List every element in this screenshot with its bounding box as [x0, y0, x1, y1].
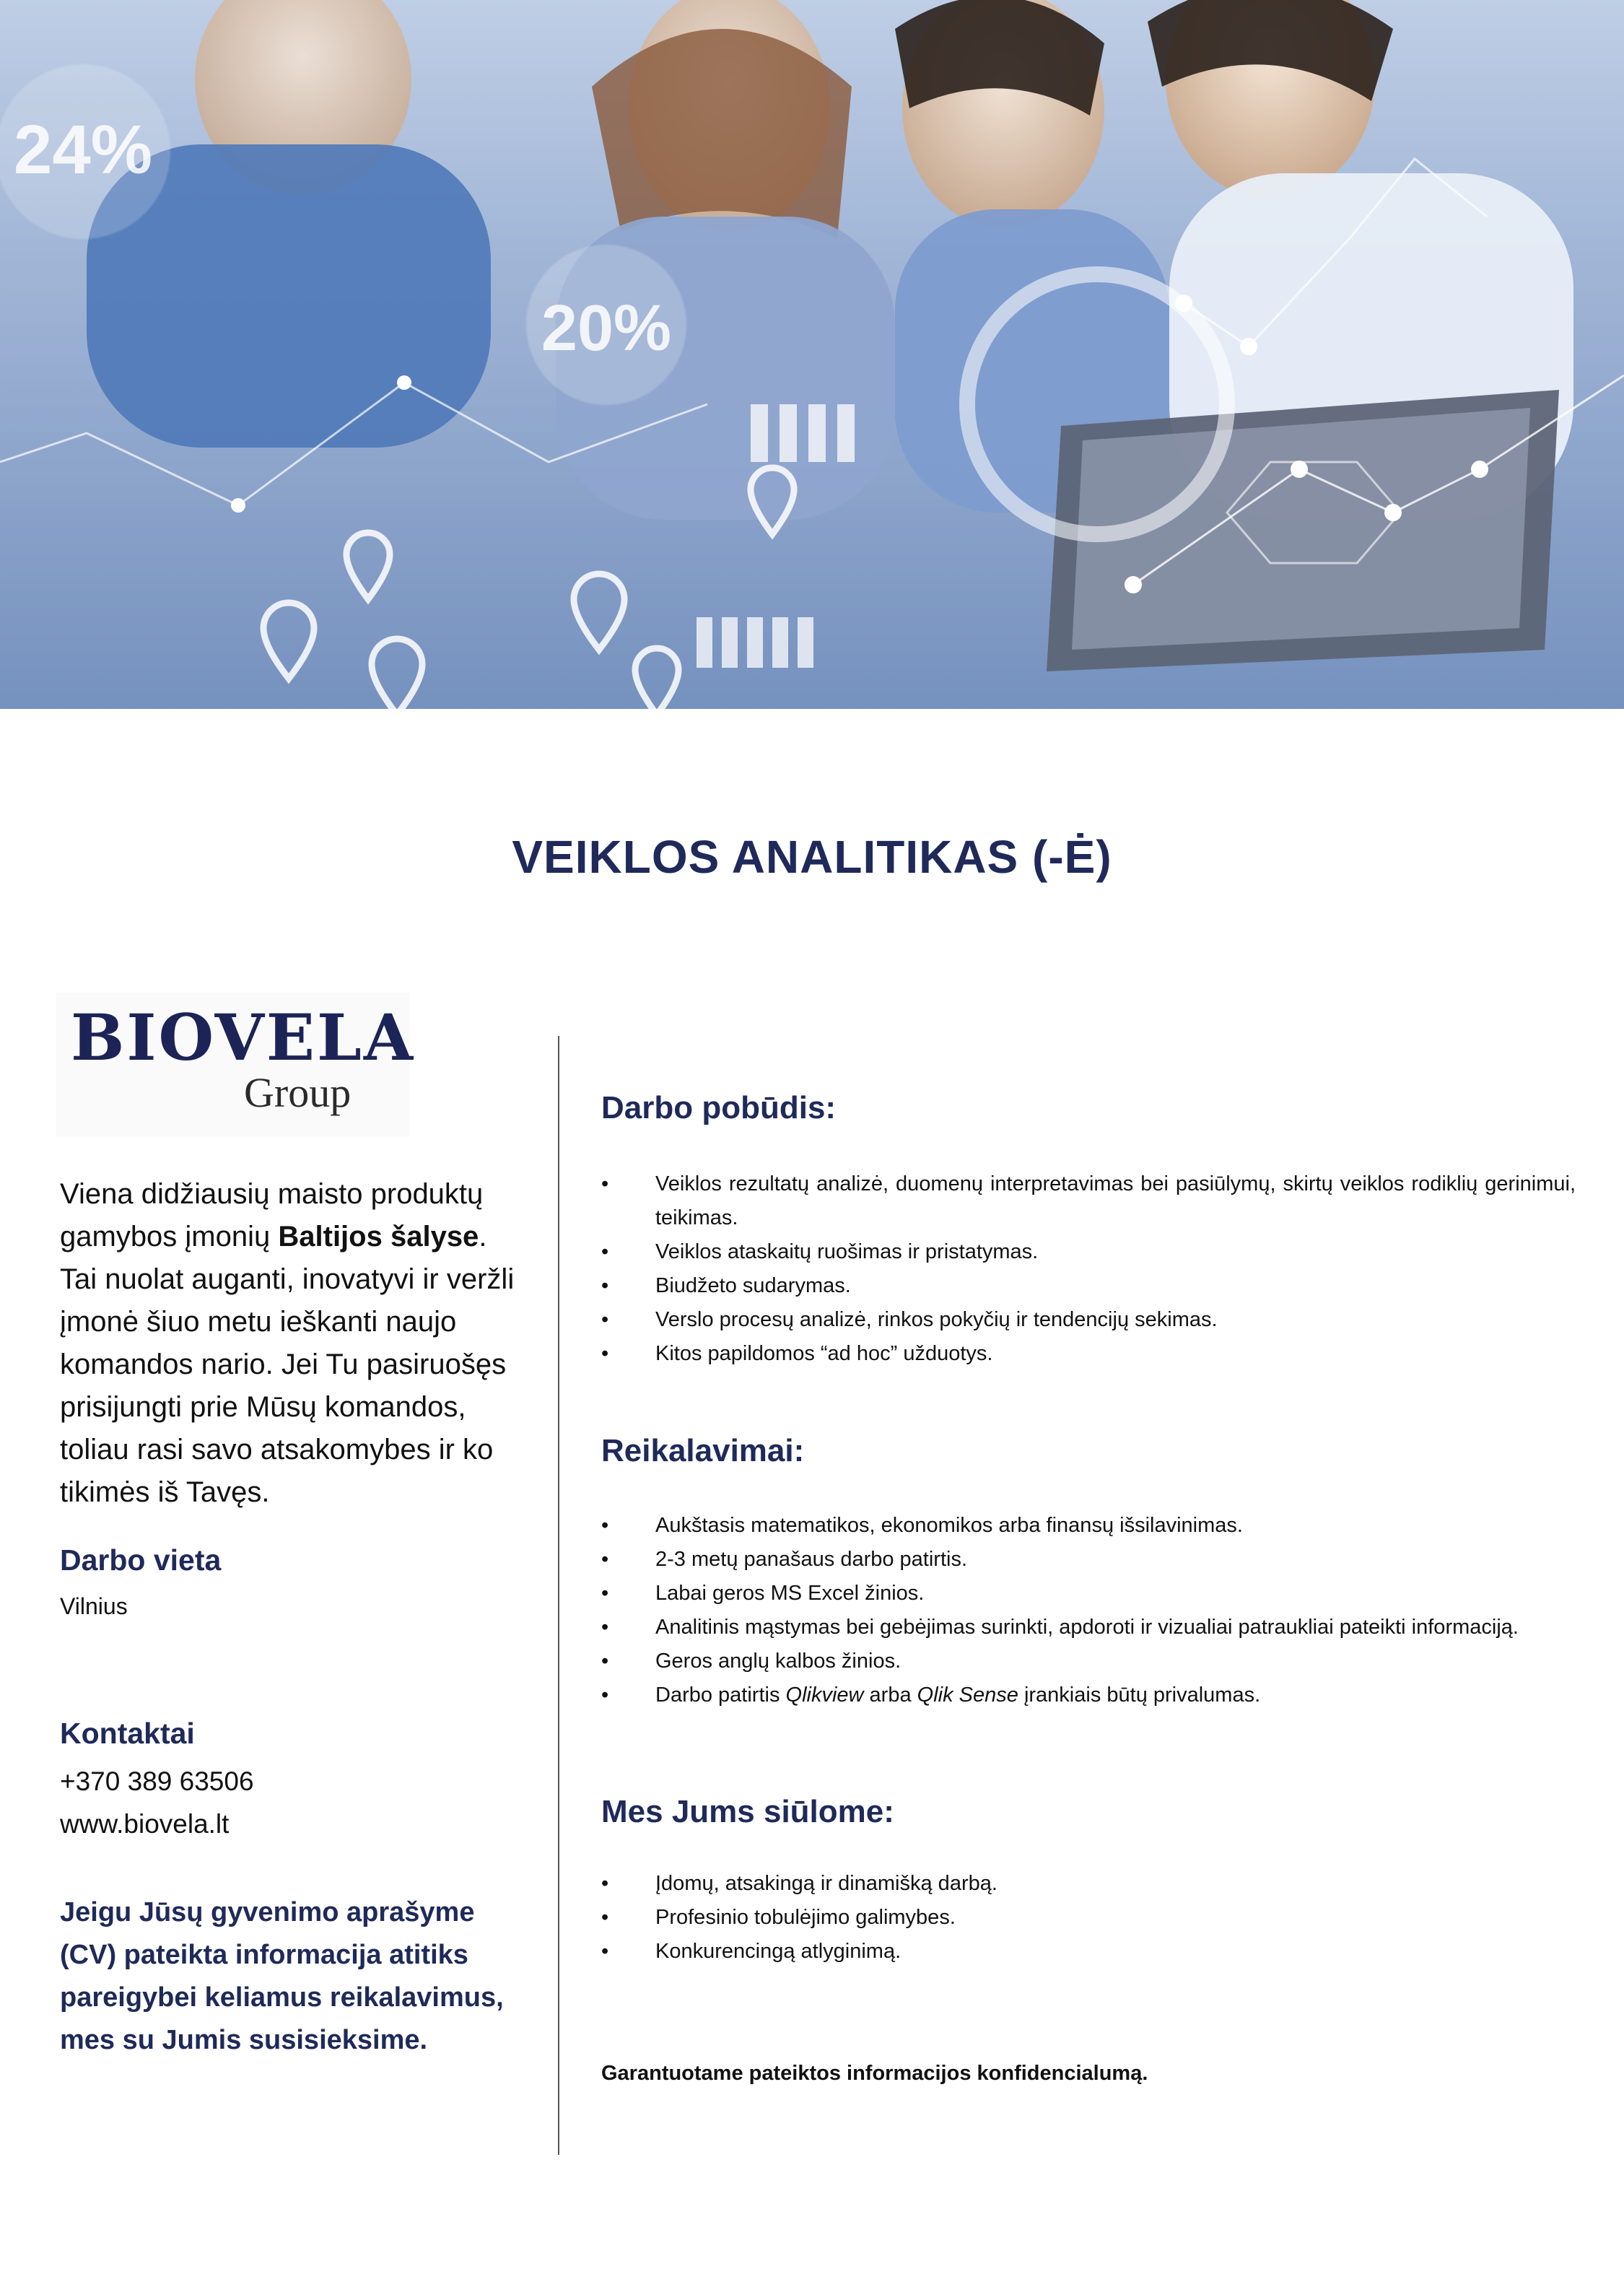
location-value: Vilnius	[60, 1593, 128, 1619]
list-item	[601, 1167, 1576, 1235]
list-item-text: arba	[863, 1683, 917, 1707]
bullet-icon: •	[601, 1548, 609, 1571]
bullet-icon: •	[601, 1582, 609, 1605]
list-item	[601, 1303, 1576, 1337]
list-item-text: Konkurencingą atlyginimą.	[655, 1940, 902, 1963]
bullet-icon: •	[601, 1872, 609, 1895]
bullet-icon: •	[601, 1940, 609, 1963]
bullet-icon: •	[601, 1650, 609, 1673]
list-item	[601, 1678, 1576, 1712]
list-item	[601, 1644, 1576, 1678]
list-item-text: Įdomų, atsakingą ir dinamišką darbą.	[655, 1872, 997, 1895]
list-item-text: Veiklos rezultatų analizė, duomenų interpretavimas bei pasiūlymų, skirtų veiklos rodiklių gerinimui, teikimas.	[655, 1172, 1576, 1229]
bullet-icon: •	[601, 1308, 609, 1331]
closing-note: Jeigu Jūsų gyvenimo aprašyme (CV) pateikta informacija atitiks pareigybei keliamus reikalavimus, mes su Jumis susisieksime.	[60, 1897, 504, 2055]
list-item-text: Darbo patirtis	[655, 1683, 786, 1707]
offer-heading: Mes Jums siūlome:	[601, 1794, 894, 1829]
list-item-text: Labai geros MS Excel žinios.	[655, 1582, 925, 1605]
list-item-text: Veiklos ataskaitų ruošimas ir pristatymas.	[655, 1240, 1039, 1263]
requirements-list	[601, 1509, 1576, 1712]
list-item-text: Analitinis mąstymas bei gebėjimas surinkti, apdoroti ir vizualiai patraukliai pateikti informaciją.	[655, 1616, 1519, 1639]
page-title: VEIKLOS ANALITIKAS (-Ė)	[512, 831, 1112, 883]
overlay-label: 24%	[13, 111, 153, 188]
bullet-icon: •	[601, 1683, 609, 1707]
intro-text: . Tai nuolat auganti, inovatyvi ir veržli įmonė šiuo metu ieškanti naujo komandos nario. Jei Tu pasiruošęs prisijungti prie Mūsų komandos, toliau rasi savo atsakomybes ir ko tikimės iš Tavęs.	[60, 1221, 515, 1508]
list-item-text: 2-3 metų panašaus darbo patirtis.	[655, 1548, 968, 1571]
list-item	[601, 1935, 1576, 1969]
list-item-text: Kitos papildomos “ad hoc” užduotys.	[655, 1342, 993, 1365]
offer-list	[601, 1867, 1576, 1969]
contact-phone: +370 389 63506	[60, 1767, 254, 1796]
bullet-icon: •	[601, 1172, 609, 1195]
intro-text: Viena didžiausių maisto produktų gamybos įmonių	[60, 1178, 484, 1253]
list-item-text: Geros anglų kalbos žinios.	[655, 1650, 902, 1673]
list-item-text: Biudžeto sudarymas.	[655, 1274, 851, 1297]
list-item	[601, 1543, 1576, 1577]
company-logo	[56, 993, 416, 1137]
list-item	[601, 1867, 1576, 1901]
bullet-icon: •	[601, 1906, 609, 1929]
hero-image	[0, 0, 1624, 709]
list-item	[601, 1337, 1576, 1371]
overlay-label: 20%	[541, 292, 672, 365]
logo-subtext: Group	[244, 1069, 352, 1116]
requirements-heading: Reikalavimai:	[601, 1433, 805, 1468]
bullet-icon: •	[601, 1240, 609, 1263]
list-item-emphasis: Qlikview	[785, 1683, 864, 1707]
company-intro	[60, 1173, 522, 1514]
contact-website[interactable]: www.biovela.lt	[60, 1809, 230, 1839]
list-item	[601, 1235, 1576, 1269]
duties-heading: Darbo pobūdis:	[601, 1090, 837, 1125]
bullet-icon: •	[601, 1274, 609, 1297]
list-item-text: įrankiais būtų privalumas.	[1018, 1683, 1261, 1707]
list-item-text: Aukštasis matematikos, ekonomikos arba finansų išsilavinimas.	[655, 1514, 1243, 1537]
logo-text: BIOVELA	[71, 1000, 416, 1075]
list-item	[601, 1901, 1576, 1935]
list-item	[601, 1509, 1576, 1543]
location-heading: Darbo vieta	[60, 1543, 222, 1577]
bullet-icon: •	[601, 1514, 609, 1537]
bullet-icon: •	[601, 1616, 609, 1639]
column-divider	[558, 1036, 559, 2155]
contacts-heading: Kontaktai	[60, 1717, 195, 1750]
bullet-icon: •	[601, 1342, 609, 1365]
list-item	[601, 1269, 1576, 1303]
duties-list	[601, 1167, 1576, 1371]
intro-bold: Baltijos šalyse	[278, 1221, 479, 1253]
hero-illustration	[0, 0, 1624, 709]
list-item-text: Verslo procesų analizė, rinkos pokyčių ir tendencijų sekimas.	[655, 1308, 1218, 1331]
confidentiality-note: Garantuotame pateiktos informacijos konfidencialumą.	[601, 2062, 1148, 2085]
list-item	[601, 1577, 1576, 1611]
list-item-emphasis: Qlik Sense	[917, 1683, 1018, 1707]
list-item	[601, 1611, 1576, 1644]
list-item-text: Profesinio tobulėjimo galimybes.	[655, 1906, 956, 1929]
